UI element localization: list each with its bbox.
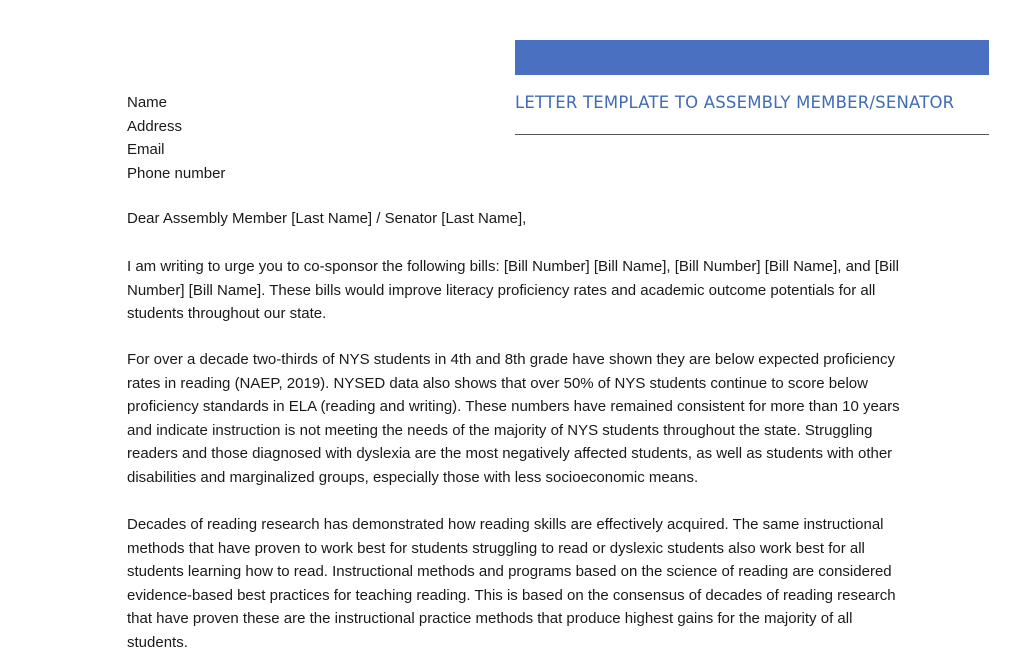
sender-block xyxy=(127,91,225,185)
header-bar xyxy=(515,40,989,75)
sender-phone: Phone number xyxy=(127,164,226,182)
paragraph-bills: I am writing to urge you to co-sponsor the following bills: [Bill Number] [Bill Name], [Bill Number] [Bill Name], and [Bill Number] [Bill Name]. These bills would improve literacy proficiency rates and academic outcome potentials for all students throughout our state. xyxy=(127,258,899,322)
paragraph-research: Decades of reading research has demonstrated how reading skills are effectively acquired. The same instructional methods that have proven to work best for students struggling to read or dyslexic students also work best for all students learning how to read. Instructional methods and programs based on the science of reading are considered evidence-based best practices for teaching reading. This is based on the consensus of decades of reading research that have proven these are the instructional practice methods that produce highest gains for the majority of all students. xyxy=(127,516,896,651)
sender-email: Email xyxy=(127,141,165,158)
sender-name: Name xyxy=(127,94,168,111)
document-title: LETTER TEMPLATE TO ASSEMBLY MEMBER/SENATOR xyxy=(515,93,955,112)
sender-address: Address xyxy=(127,117,183,135)
title-divider xyxy=(515,134,989,135)
paragraph-statistics: For over a decade two-thirds of NYS students in 4th and 8th grade have shown they are below expected proficiency rates in reading (NAEP, 2019). NYSED data also shows that over 50% of NYS students continue to score below proficiency standards in ELA (reading and writing). These numbers have remained consistent for more than 10 years and indicate instruction is not meeting the needs of the majority of NYS students throughout the state. Struggling readers and those diagnosed with dyslexia are the most negatively affected students, as well as students with other disabilities and marginalized groups, especially those with less socioeconomic means. xyxy=(127,351,900,486)
salutation: Dear Assembly Member [Last Name] / Senator [Last Name], xyxy=(127,210,527,227)
